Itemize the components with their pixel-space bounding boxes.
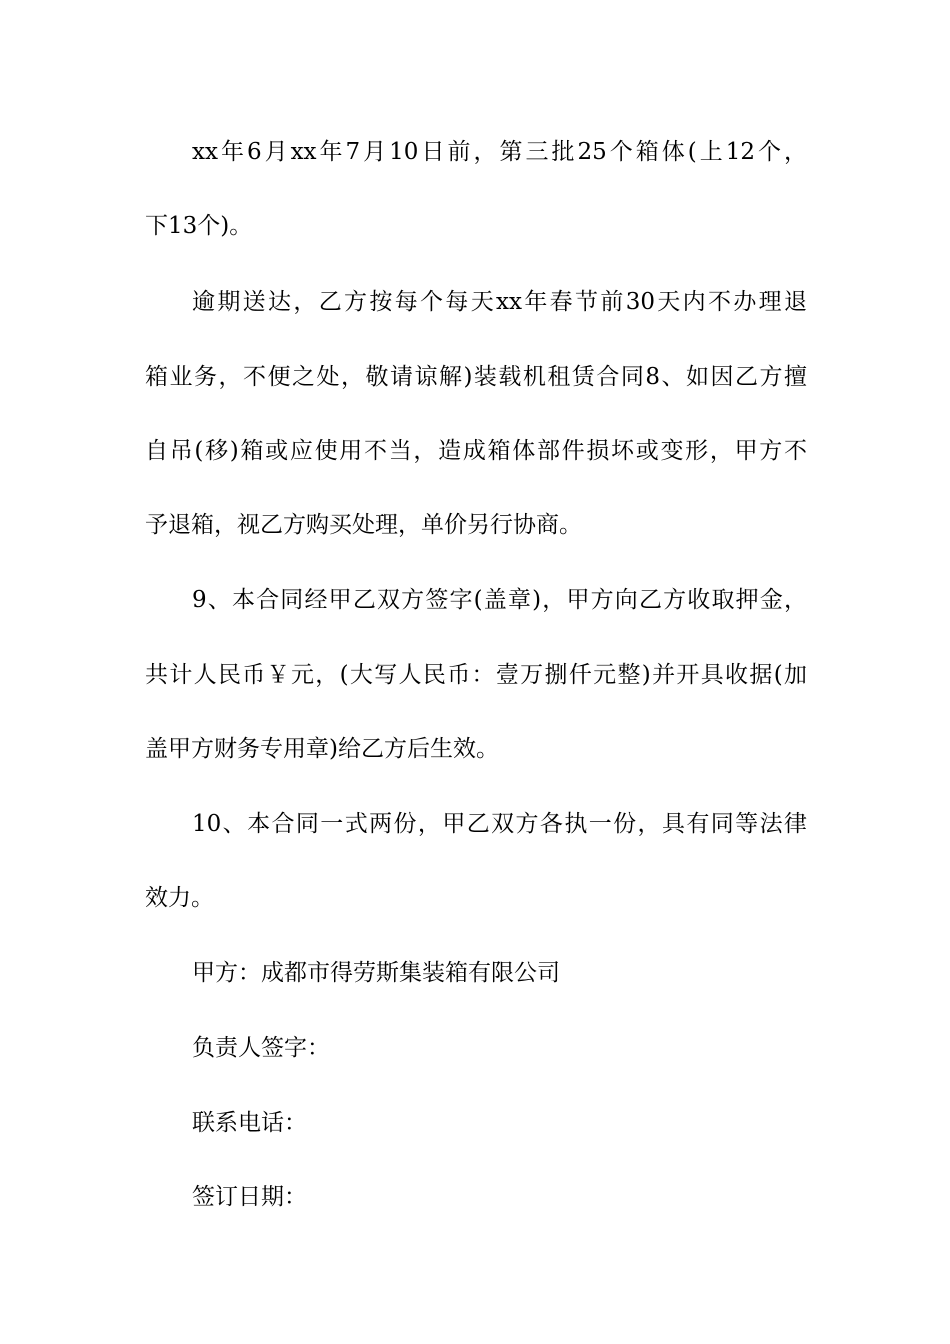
- phone-label: 联系电话：: [192, 1110, 307, 1136]
- paragraph-line: 箱业务，不便之处，敬请谅解)装载机租赁合同8、如因乙方擅: [145, 364, 807, 390]
- paragraph-line: 10、本合同一式两份，甲乙双方各执一份，具有同等法律: [192, 811, 807, 837]
- paragraph-line: 予退箱，视乙方购买处理，单价另行协商。: [145, 512, 582, 538]
- paragraph-line: 效力。: [145, 885, 214, 911]
- paragraph-line: 盖甲方财务专用章)给乙方后生效。: [145, 736, 499, 762]
- paragraph-line: 自吊(移)箱或应使用不当，造成箱体部件损坏或变形，甲方不: [145, 438, 807, 464]
- sign-date-label: 签订日期：: [192, 1184, 307, 1210]
- paragraph-line: 下13个)。: [145, 213, 253, 239]
- party-a-name: 甲方：成都市得劳斯集装箱有限公司: [192, 960, 560, 986]
- paragraph-line: 9、本合同经甲乙双方签字(盖章)，甲方向乙方收取押金，: [192, 587, 807, 613]
- paragraph-line: 逾期送达，乙方按每个每天xx年春节前30天内不办理退: [192, 289, 807, 315]
- paragraph-line: xx年6月xx年7月10日前，第三批25个箱体(上12个，: [192, 139, 807, 165]
- signature-label: 负责人签字：: [192, 1035, 330, 1061]
- paragraph-line: 共计人民币￥元，(大写人民币：壹万捌仟元整)并开具收据(加: [145, 662, 807, 688]
